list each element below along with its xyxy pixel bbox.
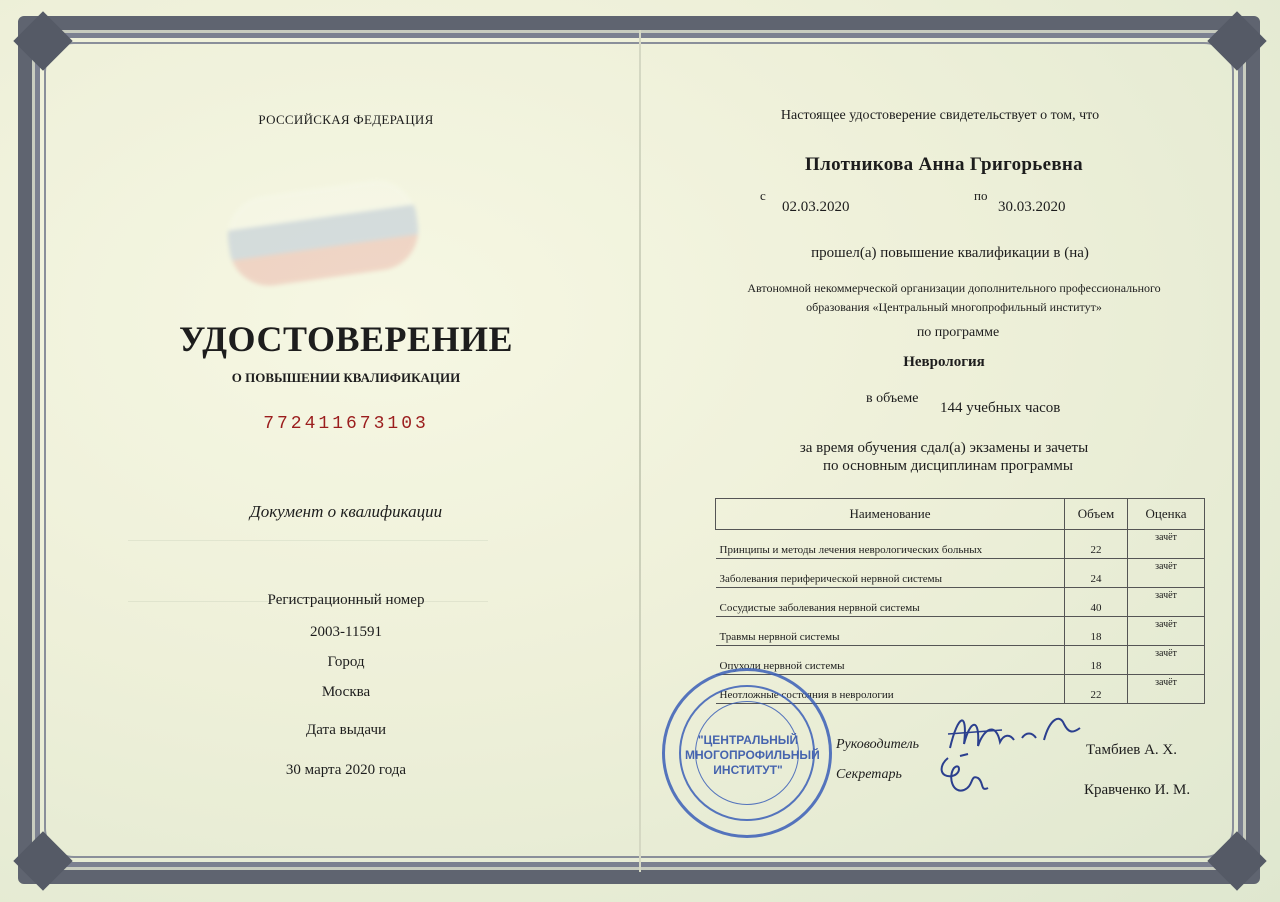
table-row xyxy=(716,559,1205,588)
document-subtitle: О ПОВЫШЕНИИ КВАЛИФИКАЦИИ xyxy=(231,370,461,385)
document-type: Документ о квалификации xyxy=(249,502,443,521)
passed-text: прошел(а) повышение квалификации в (на) xyxy=(811,245,1089,261)
subject-volume: 24 xyxy=(1065,559,1128,588)
column-header-name: Наименование xyxy=(716,499,1065,530)
exams-line-2: по основным дисциплинам программы xyxy=(822,458,1074,474)
column-header-grade: Оценка xyxy=(1128,499,1205,530)
from-date: 02.03.2020 xyxy=(782,199,850,215)
column-header-volume: Объем xyxy=(1065,499,1128,530)
exams-line-1: за время обучения сдал(а) экзамены и зачеты xyxy=(799,440,1089,456)
subject-name: Принципы и методы лечения неврологических больных xyxy=(716,530,1065,559)
subject-volume: 22 xyxy=(1065,675,1128,704)
subject-grade: зачёт xyxy=(1128,675,1205,704)
institution-stamp xyxy=(662,668,832,838)
head-name: Тамбиев А. Х. xyxy=(1086,742,1178,758)
from-label: с xyxy=(760,188,766,203)
subject-grade: зачёт xyxy=(1128,530,1205,559)
subject-volume: 22 xyxy=(1065,530,1128,559)
city-value: Москва xyxy=(321,684,371,700)
table-row xyxy=(716,530,1205,559)
subject-volume: 40 xyxy=(1065,588,1128,617)
subject-grade: зачёт xyxy=(1128,588,1205,617)
subject-name: Травмы нервной системы xyxy=(716,617,1065,646)
subject-name: Заболевания периферической нервной системы xyxy=(716,559,1065,588)
to-date: 30.03.2020 xyxy=(998,199,1066,215)
intro-text: Настоящее удостоверение свидетельствует о том, что xyxy=(780,108,1100,123)
issue-date-label: Дата выдачи xyxy=(305,722,387,738)
stamp-text: "ЦЕНТРАЛЬНЫЙ МНОГОПРОФИЛЬНЫЙ ИНСТИТУТ" xyxy=(685,733,820,777)
subject-volume: 18 xyxy=(1065,646,1128,675)
program-name: Неврология xyxy=(903,354,985,370)
subject-volume: 18 xyxy=(1065,617,1128,646)
table-row xyxy=(716,646,1205,675)
subject-name: Сосудистые заболевания нервной системы xyxy=(716,588,1065,617)
secretary-name: Кравченко И. М. xyxy=(1084,782,1191,798)
volume-value: 144 учебных часов xyxy=(940,400,1061,416)
to-label: по xyxy=(974,188,988,203)
registration-label: Регистрационный номер xyxy=(267,592,425,608)
country-name: РОССИЙСКАЯ ФЕДЕРАЦИЯ xyxy=(258,112,434,127)
subjects-table xyxy=(715,498,1205,704)
page-fold xyxy=(639,30,641,872)
issue-date-value: 30 марта 2020 года xyxy=(285,762,407,778)
subject-name: Неотложные состояния в неврологии xyxy=(716,675,1065,704)
table-header-row xyxy=(716,499,1205,530)
organization-line-2: образования «Центральный многопрофильный институт» xyxy=(806,300,1102,314)
program-label: по программе xyxy=(916,325,1000,340)
secretary-signature-icon xyxy=(930,748,1010,808)
subject-grade: зачёт xyxy=(1128,646,1205,675)
registration-number: 2003-11591 xyxy=(310,624,382,640)
secretary-role-label: Секретарь xyxy=(836,767,902,782)
table-row xyxy=(716,617,1205,646)
table-row xyxy=(716,588,1205,617)
subject-name: Опухоли нервной системы xyxy=(716,646,1065,675)
serial-number: 772411673103 xyxy=(263,414,429,434)
organization-line-1: Автономной некоммерческой организации дополнительного профессионального xyxy=(747,281,1161,295)
city-label: Город xyxy=(327,654,365,670)
volume-label: в объеме xyxy=(866,391,919,406)
holder-name: Плотникова Анна Григорьевна xyxy=(805,154,1083,175)
head-role-label: Руководитель xyxy=(836,737,920,752)
document-title: УДОСТОВЕРЕНИЕ xyxy=(178,319,514,359)
subject-grade: зачёт xyxy=(1128,559,1205,588)
subject-grade: зачёт xyxy=(1128,617,1205,646)
